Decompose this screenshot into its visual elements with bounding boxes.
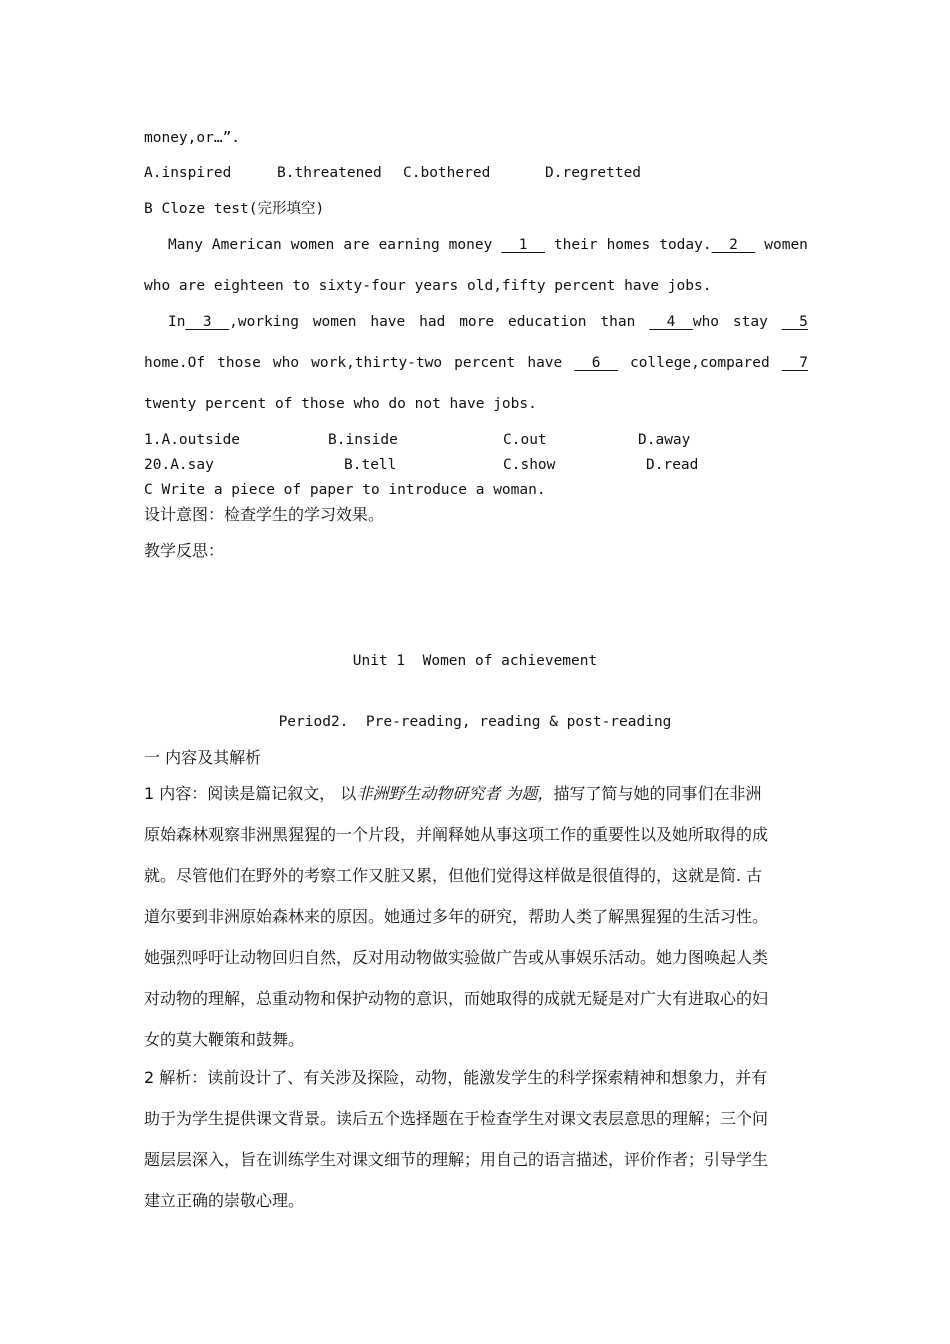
analysis-line-1: 2 解析：读前设计了、有关涉及探险，动物，能激发学生的科学探索精神和想象力，并有 (144, 1068, 768, 1087)
design-intent: 设计意图：检查学生的学习效果。 (144, 505, 385, 524)
period-title: Period2. Pre-reading, reading & post-reading (278, 714, 672, 730)
cloze-heading: B Cloze test(完形填空) (144, 201, 325, 217)
content-line-7: 女的莫大鞭策和鼓舞。 (144, 1030, 305, 1049)
unit-title: Unit 1 Women of achievement (352, 653, 598, 669)
option-c: C.bothered (403, 165, 491, 181)
cloze-question-20: 20.A.say B.tell C.show D.read (144, 457, 699, 473)
cloze-blank-5: 5 (781, 314, 808, 330)
cloze-blank-1: 1 (501, 237, 545, 253)
question-stem-tail: money,or…”. (144, 130, 241, 146)
cloze-p2-line3: twenty percent of those who do not have jobs. (144, 396, 537, 412)
cloze-blank-6: 6 (574, 355, 618, 371)
cloze-p1-line1: Many American women are earning money 1 their homes today. 2 women (168, 237, 808, 253)
cloze-p1-line2: who are eighteen to sixty-four years old,fifty percent have jobs. (144, 278, 712, 294)
content-line-5: 她强烈呼吁让动物回归自然，反对用动物做实验做广告或从事娱乐活动。她力图唤起人类 (144, 948, 769, 967)
analysis-line-3: 题层层深入，旨在训练学生对课文细节的理解；用自己的语言描述，评价作者；引导学生 (144, 1150, 769, 1169)
teaching-reflection: 教学反思： (144, 541, 225, 560)
writing-task: C Write a piece of paper to introduce a woman. (144, 482, 546, 498)
content-line-6: 对动物的理解，总重动物和保护动物的意识，而她取得的成就无疑是对广大有进取心的妇 (144, 989, 769, 1008)
cloze-blank-7: 7 (781, 355, 808, 371)
content-line-2: 原始森林观察非洲黑猩猩的一个片段，并阐释她从事这项工作的重要性以及她所取得的成 (144, 825, 769, 844)
content-line-3: 就。尽管他们在野外的考察工作又脏又累，但他们觉得这样做是很值得的，这就是简. 古 (144, 866, 763, 885)
section-heading: 一 内容及其解析 (144, 748, 262, 767)
cloze-p2-line1: In 3 ,working women have had more education than 4 who stay 5 (168, 314, 808, 330)
cloze-p2-line2: home.Of those who work,thirty-two percent have 6 college,compared 7 (144, 355, 808, 371)
analysis-line-2: 助于为学生提供课文背景。读后五个选择题在于检查学生对课文表层意思的理解；三个问 (144, 1109, 769, 1128)
content-line-4: 道尔要到非洲原始森林来的原因。她通过多年的研究，帮助人类了解黑猩猩的生活习性。 (144, 907, 769, 926)
question-options (144, 163, 808, 183)
cloze-blank-2: 2 (711, 237, 756, 253)
option-a: A.inspired (144, 165, 232, 181)
analysis-line-4: 建立正确的崇敬心理。 (144, 1191, 305, 1210)
cloze-question-1: 1.A.outside B.inside C.out D.away (144, 432, 691, 448)
cloze-blank-4: 4 (649, 314, 693, 330)
option-d: D.regretted (545, 165, 642, 181)
cloze-blank-3: 3 (185, 314, 230, 330)
option-b: B.threatened (277, 165, 382, 181)
content-line-1: 1 内容：阅读是篇记叙文， 以非洲野生动物研究者 为题，描写了简与她的同事们在非洲 (144, 784, 762, 803)
